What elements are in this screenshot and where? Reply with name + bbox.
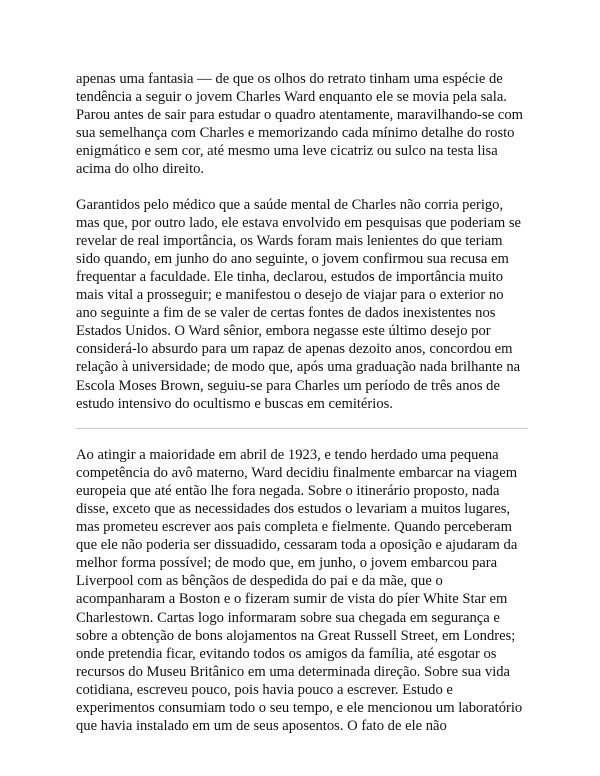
paragraph-voyage: Ao atingir a maioridade em abril de 1923, e tendo herdado uma pequena competência do avô materno, Ward decidiu finalmente embarcar na viagem europeia que até então lhe fora negada. Sobre o itinerário proposto, nada disse, exceto que as necessidades dos estudos o levariam a muitos lugares, mas prometeu escrever aos pais completa e fielmente. Quando perceberam que ele não poderia ser dissuadido, cessaram toda a oposição e ajudaram da melhor forma possível; de modo que, em junho, o jovem embarcou para Liverpool com as bênçãos de despedida do pai e da mãe, que o acompanharam a Boston e o fizeram sumir de vista do píer White Star em Charlestown. Cartas logo informaram sobre sua chegada em segurança e sobre a obtenção de bons alojamentos na Great Russell Street, em Londres; onde pretendia ficar, evitando todos os amigos da família, até esgotar os recursos do Museu Britânico em uma determinada direção. Sobre sua vida cotidiana, escreveu pouco, pois havia pouco a escrever. Estudo e experimentos consumiam todo o seu tempo, e ele mencionou um laboratório que havia instalado em um de seus aposentos. O fato de ele não	[76, 446, 523, 735]
paragraph-university: Garantidos pelo médico que a saúde mental de Charles não corria perigo, mas que, por outro lado, ele estava envolvido em pesquisas que poderiam se revelar de real importância, os Wards foram mais lenientes do que teriam sido quando, em junho do ano seguinte, o jovem confirmou sua recusa em frequentar a faculdade. Ele tinha, declarou, estudos de importância muito mais vital a prosseguir; e manifestou o desejo de viajar para o exterior no ano seguinte a fim de se valer de certas fontes de dados inexistentes nos Estados Unidos. O Ward sênior, embora negasse este último desejo por considerá-lo absurdo para um rapaz de apenas dezoito anos, concordou em relação à universidade; de modo que, após uma graduação nada brilhante na Escola Moses Brown, seguiu-se para Charles um período de três anos de estudo intensivo do ocultismo e buscas em cemitérios.	[76, 196, 521, 412]
section-divider	[76, 428, 528, 429]
paragraph-portrait: apenas uma fantasia — de que os olhos do retrato tinham uma espécie de tendência a seguir o jovem Charles Ward enquanto ele se movia pela sala. Parou antes de sair para estudar o quadro atentamente, maravilhando-se com sua semelhança com Charles e memorizando cada mínimo detalhe do rosto enigmático e sem cor, até mesmo uma leve cicatriz ou sulco na testa lisa acima do olho direito.	[76, 71, 523, 178]
document-page	[76, 70, 528, 735]
